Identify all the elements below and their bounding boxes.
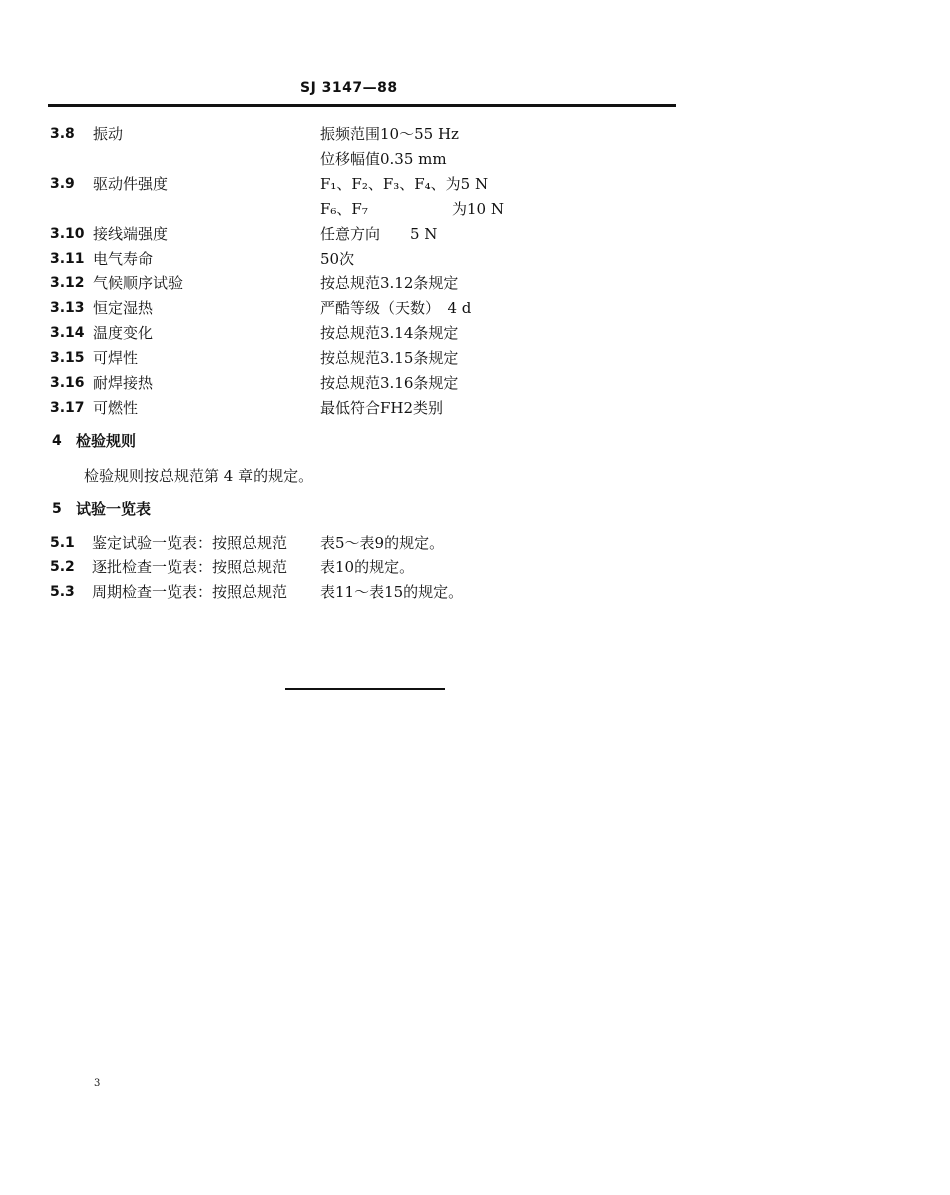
item-value: 任意方向 5 N: [320, 225, 438, 243]
list-item: [0, 397, 950, 419]
item-text: 逐批检查一览表：按照总规范: [92, 558, 288, 576]
item-number: 3.17: [50, 400, 85, 416]
item-label: 接线端强度: [93, 225, 169, 243]
item-number: 5.2: [50, 559, 75, 575]
item-label: 可焊性: [93, 349, 139, 367]
item-label: 驱动件强度: [93, 175, 169, 193]
list-item: [0, 123, 950, 145]
item-number: 3.11: [50, 251, 85, 267]
item-value: 50次: [320, 250, 355, 268]
item-value-secondary: 为10 N: [452, 200, 504, 218]
item-label: 耐焊接热: [93, 374, 154, 392]
item-reference: 表11～表15的规定。: [320, 583, 464, 601]
list-item: [0, 581, 950, 603]
item-number: 3.16: [50, 375, 85, 391]
list-item: [0, 297, 950, 319]
item-value: 最低符合FH2类别: [320, 399, 444, 417]
item-number: 3.10: [50, 226, 85, 242]
item-number: 3.8: [50, 126, 75, 142]
item-label: 电气寿命: [93, 250, 154, 268]
list-item: [0, 173, 950, 195]
item-label: 气候顺序试验: [93, 274, 184, 292]
list-item: [0, 148, 950, 170]
item-value: 严酷等级（天数） 4 d: [320, 299, 472, 317]
list-item: [0, 223, 950, 245]
header-rule: [48, 104, 676, 107]
item-number: 3.15: [50, 350, 85, 366]
section-number: 5: [52, 501, 62, 517]
document-code: SJ 3147—88: [300, 80, 398, 96]
item-reference: 表5～表9的规定。: [320, 534, 445, 552]
list-item: [0, 322, 950, 344]
item-value: F₁、F₂、F₃、F₄、为5 N: [320, 175, 489, 193]
item-value: 按总规范3.15条规定: [320, 349, 459, 367]
item-number: 3.9: [50, 176, 75, 192]
item-reference: 表10的规定。: [320, 558, 415, 576]
item-number: 5.3: [50, 584, 75, 600]
item-value: 按总规范3.12条规定: [320, 274, 459, 292]
item-value: 按总规范3.14条规定: [320, 324, 459, 342]
item-number: 3.14: [50, 325, 85, 341]
item-number: 5.1: [50, 535, 75, 551]
section-heading: [0, 498, 950, 520]
item-value: 按总规范3.16条规定: [320, 374, 459, 392]
item-label: 可燃性: [93, 399, 139, 417]
section-title: 试验一览表: [76, 500, 152, 518]
item-value: F₆、F₇: [320, 200, 368, 218]
section-heading: [0, 430, 950, 452]
paragraph-text: 检验规则按总规范第 4 章的规定。: [84, 467, 314, 485]
item-label: 振动: [93, 125, 124, 143]
list-item: [0, 532, 950, 554]
list-item: [0, 372, 950, 394]
item-label: 温度变化: [93, 324, 154, 342]
item-label: 恒定湿热: [93, 299, 154, 317]
list-item: [0, 248, 950, 270]
item-number: 3.13: [50, 300, 85, 316]
item-number: 3.12: [50, 275, 85, 291]
list-item: [0, 556, 950, 578]
item-value: 位移幅值0.35 mm: [320, 150, 447, 168]
section-paragraph: [0, 465, 950, 487]
item-text: 鉴定试验一览表：按照总规范: [92, 534, 288, 552]
list-item: [0, 198, 950, 220]
section-title: 检验规则: [76, 432, 137, 450]
section-number: 4: [52, 433, 62, 449]
page-number: 3: [94, 1078, 101, 1089]
end-rule: [285, 688, 445, 690]
item-value: 振频范围10～55 Hz: [320, 125, 459, 143]
list-item: [0, 272, 950, 294]
list-item: [0, 347, 950, 369]
item-text: 周期检查一览表：按照总规范: [92, 583, 288, 601]
